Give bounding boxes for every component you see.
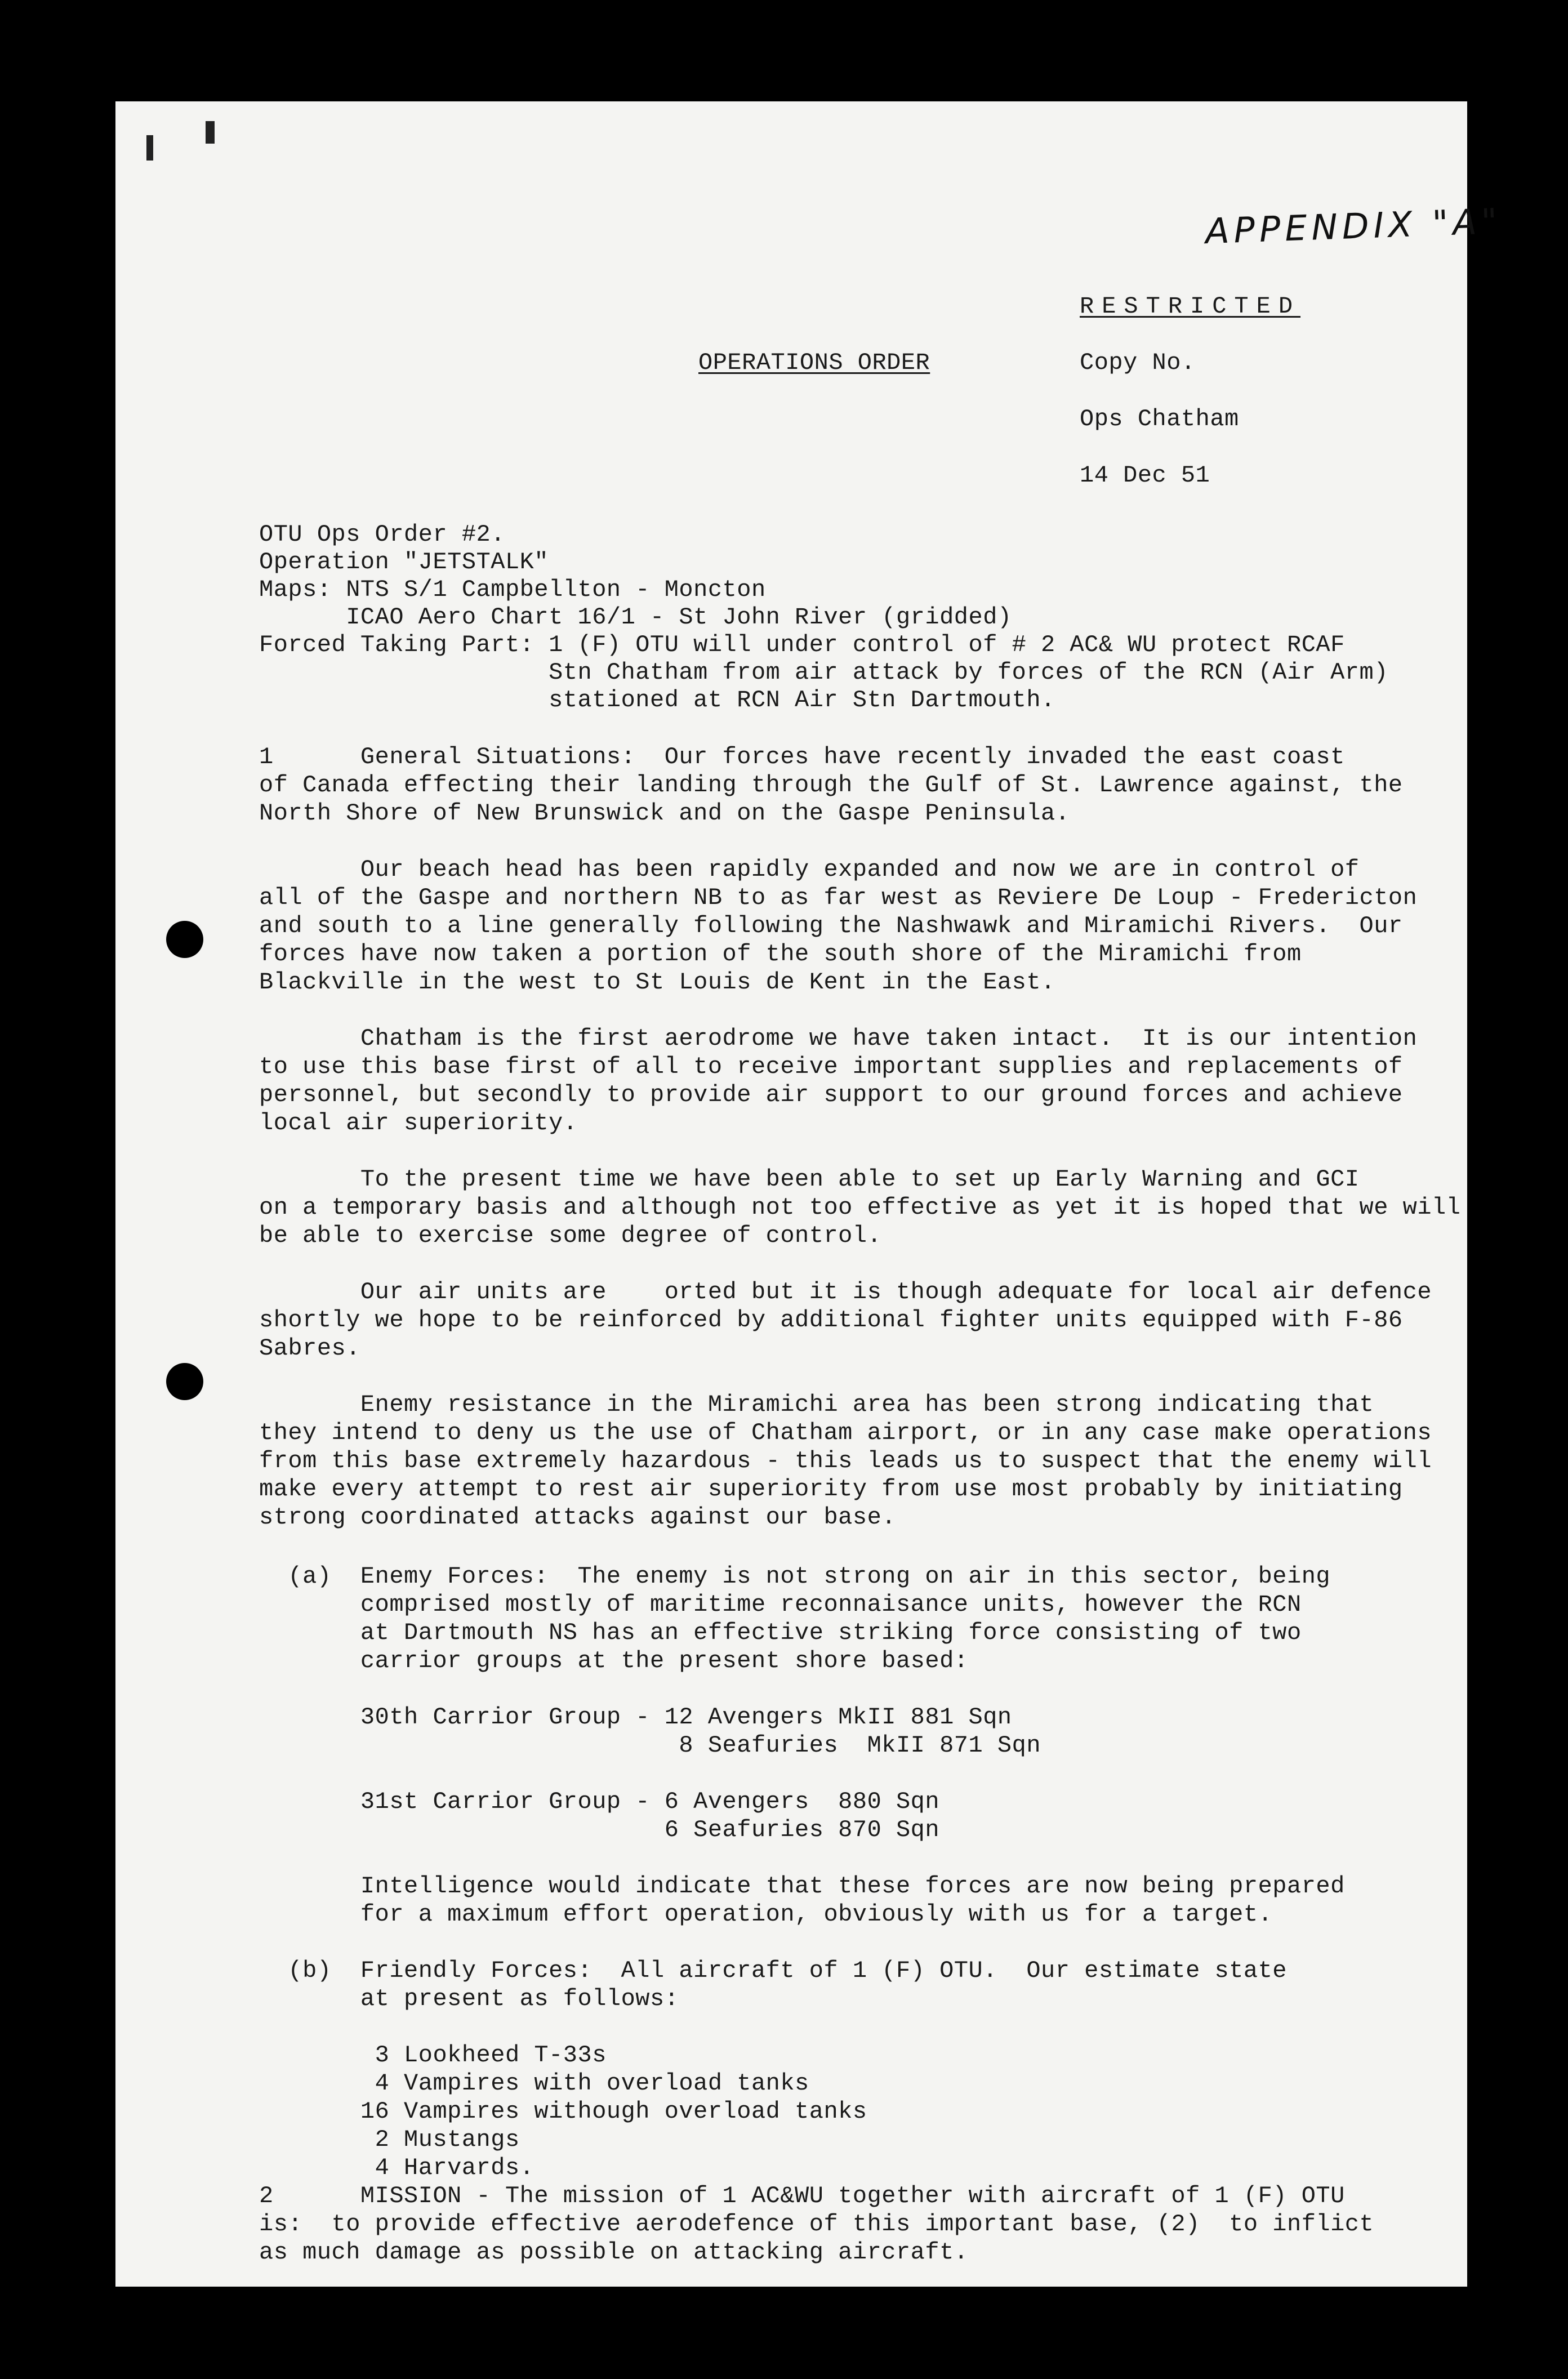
text-line: be able to exercise some degree of control.	[259, 1222, 882, 1249]
text-line: from this base extremely hazardous - this leads us to suspect that the enemy will	[259, 1447, 1432, 1474]
copy-number: Copy No.	[1080, 349, 1196, 376]
order-number: OTU Ops Order #2.	[259, 521, 505, 548]
group-line: 8 Seafuries MkII 871 Sqn	[259, 1732, 1041, 1759]
text-line: to use this base first of all to receive important supplies and replacements of	[259, 1053, 1403, 1080]
forces-line: Stn Chatham from air attack by forces of the RCN (Air Arm)	[259, 659, 1388, 686]
text-line: at Dartmouth NS has an effective striking force consisting of two	[259, 1619, 1302, 1646]
text-line: is: to provide effective aerodefence of this important base, (2) to inflict	[259, 2211, 1374, 2238]
text-line: at present as follows:	[259, 1985, 679, 2012]
text-line: they intend to deny us the use of Chatham airport, or in any case make operations	[259, 1419, 1432, 1446]
document-date: 14 Dec 51	[1080, 462, 1210, 489]
text-line: make every attempt to rest air superiority from use most probably by initiating	[259, 1476, 1403, 1503]
text-line: 1 General Situations: Our forces have recently invaded the east coast	[259, 743, 1345, 770]
text-line: 2 MISSION - The mission of 1 AC&WU together with aircraft of 1 (F) OTU	[259, 2182, 1345, 2209]
text-line: Intelligence would indicate that these forces are now being prepared	[259, 1873, 1345, 1900]
origin: Ops Chatham	[1080, 406, 1239, 433]
text-line: Blackville in the west to St Louis de Kent in the East.	[259, 969, 1055, 996]
corner-mark	[206, 121, 215, 144]
text-line: forces have now taken a portion of the south shore of the Miramichi from	[259, 941, 1302, 968]
text-line: Chatham is the first aerodrome we have taken intact. It is our intention	[259, 1025, 1418, 1052]
group-line: 6 Seafuries 870 Sqn	[259, 1816, 940, 1843]
text-line: (b) Friendly Forces: All aircraft of 1 (F) OTU. Our estimate state	[259, 1957, 1287, 1984]
text-line: all of the Gaspe and northern NB to as far west as Reviere De Loup - Fredericton	[259, 884, 1418, 911]
classification-label: RESTRICTED	[1080, 293, 1301, 320]
text-line: of Canada effecting their landing through the Gulf of St. Lawrence against, the	[259, 772, 1403, 799]
text-line: Enemy resistance in the Miramichi area has been strong indicating that	[259, 1391, 1374, 1418]
punch-hole	[166, 921, 203, 958]
text-line: personnel, but secondly to provide air support to our ground forces and achieve	[259, 1081, 1403, 1108]
aircraft-item: 4 Harvards.	[259, 2154, 534, 2181]
text-line: Sabres.	[259, 1335, 360, 1362]
text-line: comprised mostly of maritime reconnaisance units, however the RCN	[259, 1591, 1302, 1618]
text-line: To the present time we have been able to set up Early Warning and GCI	[259, 1166, 1360, 1193]
text-line: and south to a line generally following the Nashwawk and Miramichi Rivers. Our	[259, 912, 1403, 939]
document-page	[115, 101, 1503, 2287]
corner-mark	[146, 135, 153, 161]
text-line: as much damage as possible on attacking aircraft.	[259, 2239, 969, 2266]
text-line: Our beach head has been rapidly expanded and now we are in control of	[259, 856, 1360, 883]
text-line: (a) Enemy Forces: The enemy is not strong on air in this sector, being	[259, 1563, 1331, 1590]
text-line: carrior groups at the present shore based:	[259, 1647, 969, 1674]
forces-line: Forced Taking Part: 1 (F) OTU will under control of # 2 AC& WU protect RCAF	[259, 631, 1345, 658]
aircraft-item: 4 Vampires with overload tanks	[259, 2070, 809, 2097]
text-line: for a maximum effort operation, obviously with us for a target.	[259, 1901, 1273, 1928]
punch-hole	[166, 1363, 203, 1400]
maps-line: ICAO Aero Chart 16/1 - St John River (gridded)	[259, 604, 1012, 631]
appendix-annotation: APPENDIX "A"	[1204, 200, 1503, 252]
maps-line: Maps: NTS S/1 Campbellton - Moncton	[259, 576, 766, 603]
text-line: strong coordinated attacks against our base.	[259, 1504, 896, 1531]
text-line: North Shore of New Brunswick and on the Gaspe Peninsula.	[259, 800, 1070, 827]
forces-line: stationed at RCN Air Stn Dartmouth.	[259, 687, 1055, 714]
document-title: OPERATIONS ORDER	[698, 349, 930, 376]
text-line: Our air units are orted but it is though adequate for local air defence	[259, 1278, 1432, 1306]
text-line: on a temporary basis and although not too effective as yet it is hoped that we will	[259, 1194, 1461, 1221]
group-line: 30th Carrior Group - 12 Avengers MkII 881 Sqn	[259, 1704, 1012, 1731]
text-line: shortly we hope to be reinforced by additional fighter units equipped with F-86	[259, 1307, 1403, 1334]
text-line: local air superiority.	[259, 1110, 578, 1137]
aircraft-item: 2 Mustangs	[259, 2126, 520, 2153]
operation-name: Operation "JETSTALK"	[259, 549, 549, 576]
aircraft-item: 3 Lookheed T-33s	[259, 2042, 607, 2069]
aircraft-item: 16 Vampires withough overload tanks	[259, 2098, 867, 2125]
group-line: 31st Carrior Group - 6 Avengers 880 Sqn	[259, 1788, 940, 1815]
